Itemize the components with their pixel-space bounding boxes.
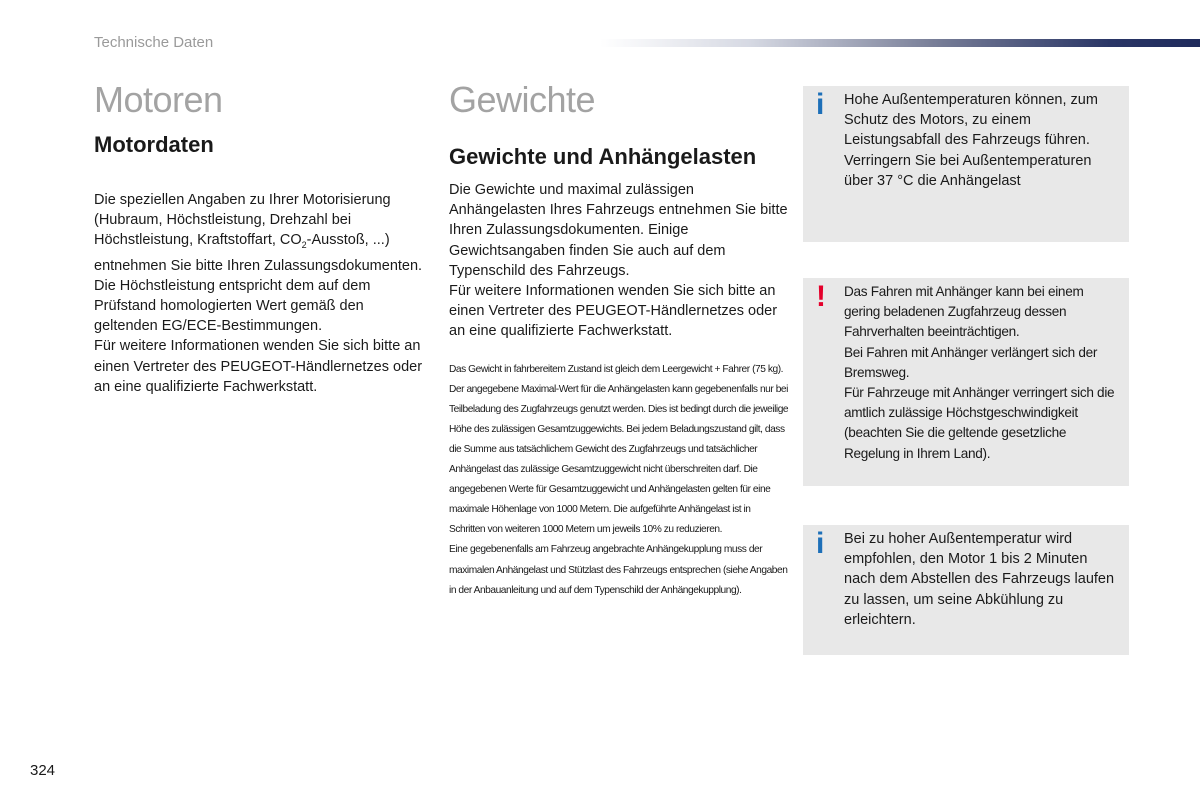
warning-note-line-3: Für Fahrzeuge mit Anhänger verringert sich die amtlich zulässige Höchstgeschwindigkeit (beachten Sie die geltende gesetzliche Regelung in Ihrem Land). — [844, 385, 1115, 461]
info-note-temperature — [803, 86, 1129, 242]
warning-icon: ! — [816, 280, 826, 313]
subheading-gewichte-anhaengelasten: Gewichte und Anhängelasten — [449, 144, 757, 169]
info-note-text: Bei zu hoher Außentemperatur wird empfohlen, den Motor 1 bis 2 Minuten nach dem Abstellen des Fahrzeugs laufen zu lassen, um seine Abkühlung zu erleichtern. — [844, 531, 1115, 628]
weights-column — [449, 78, 789, 601]
co2-subscript: 2 — [301, 240, 307, 251]
weights-footnote-1: Das Gewicht in fahrbereitem Zustand ist gleich dem Leergewicht + Fahrer (75 kg). — [449, 363, 784, 375]
weights-paragraph-2: Für weitere Informationen wenden Sie sich bitte an einen Vertreter des PEUGEOT-Händlernetzes oder an eine qualifizierte Fachwerkstatt. — [449, 283, 778, 340]
engine-paragraph-3: Für weitere Informationen wenden Sie sich bitte an einen Vertreter des PEUGEOT-Händlernetzes oder an eine qualifizierte Fachwerkstatt. — [94, 338, 423, 395]
section-heading-gewichte: Gewichte — [449, 79, 596, 120]
warning-note-line-2: Bei Fahren mit Anhänger verlängert sich der Bremsweg. — [844, 344, 1098, 380]
info-icon: i — [816, 88, 825, 121]
engine-column — [94, 78, 424, 397]
running-header: Technische Daten — [94, 34, 214, 51]
engine-paragraph-1: Die speziellen Angaben zu Ihrer Motorisierung (Hubraum, Höchstleistung, Drehzahl bei Höchstleistung, Kraftstoffart, $CO_2$-Ausstoß, ...) entnehmen Sie bitte Ihren Zulassungsdokumenten. — [94, 192, 423, 274]
subheading-motordaten: Motordaten — [94, 132, 214, 157]
page-number: 324 — [30, 762, 56, 779]
info-note-cooldown — [803, 525, 1129, 655]
warning-note-trailer — [803, 278, 1129, 486]
section-heading-motoren: Motoren — [94, 79, 223, 120]
weights-footnote-2: Der angegebene Maximal-Wert für die Anhängelasten kann gegebenenfalls nur bei Teilbeladung des Zugfahrzeugs genutzt werden. Dies ist bedingt durch die jeweilige Höhe des zulässigen Gesamtzuggewichts. Bei jedem Beladungszustand gilt, dass die Summe aus tatsächlichem Gewicht des Zugfahrzeugs und tatsächlicher Anhängelast das zulässige Gesamtzuggewicht nicht überschreiten darf. Die angegebenen Werte für Gesamtzuggewicht und Anhängelasten gelten für eine maximale Höhenlage von 1000 Metern. Die aufgeführte Anhängelast ist in Schritten von weiteren 1000 Metern um jeweils 10% zu reduzieren. — [449, 383, 789, 536]
weights-paragraph-1: Die Gewichte und maximal zulässigen Anhängelasten Ihres Fahrzeugs entnehmen Sie bitte Ihren Zulassungsdokumenten. Einige Gewichtsangaben finden Sie auch auf dem Typenschild des Fahrzeugs. — [449, 182, 788, 279]
header-gradient-bar — [600, 39, 1200, 47]
warning-note-line-1: Das Fahren mit Anhänger kann bei einem gering beladenen Zugfahrzeug dessen Fahrverhalten beeinträchtigen. — [844, 284, 1084, 340]
info-icon: i — [816, 527, 825, 560]
engine-paragraph-2: Die Höchstleistung entspricht dem auf dem Prüfstand homologierten Wert gemäß den geltenden EG/ECE-Bestimmungen. — [94, 277, 371, 335]
info-note-text: Hohe Außentemperaturen können, zum Schutz des Motors, zu einem Leistungsabfall des Fahrzeugs führen. Verringern Sie bei Außentemperaturen über 37 °C die Anhängelast — [844, 92, 1098, 189]
weights-footnote-3: Eine gegebenenfalls am Fahrzeug angebrachte Anhängekupplung muss der maximalen Anhängelast und Stützlast des Fahrzeugs entsprechen (siehe Angaben in der Anbauanleitung und auf dem Typenschild der Anhängekupplung). — [449, 544, 788, 596]
warning-note-text — [844, 282, 1121, 464]
